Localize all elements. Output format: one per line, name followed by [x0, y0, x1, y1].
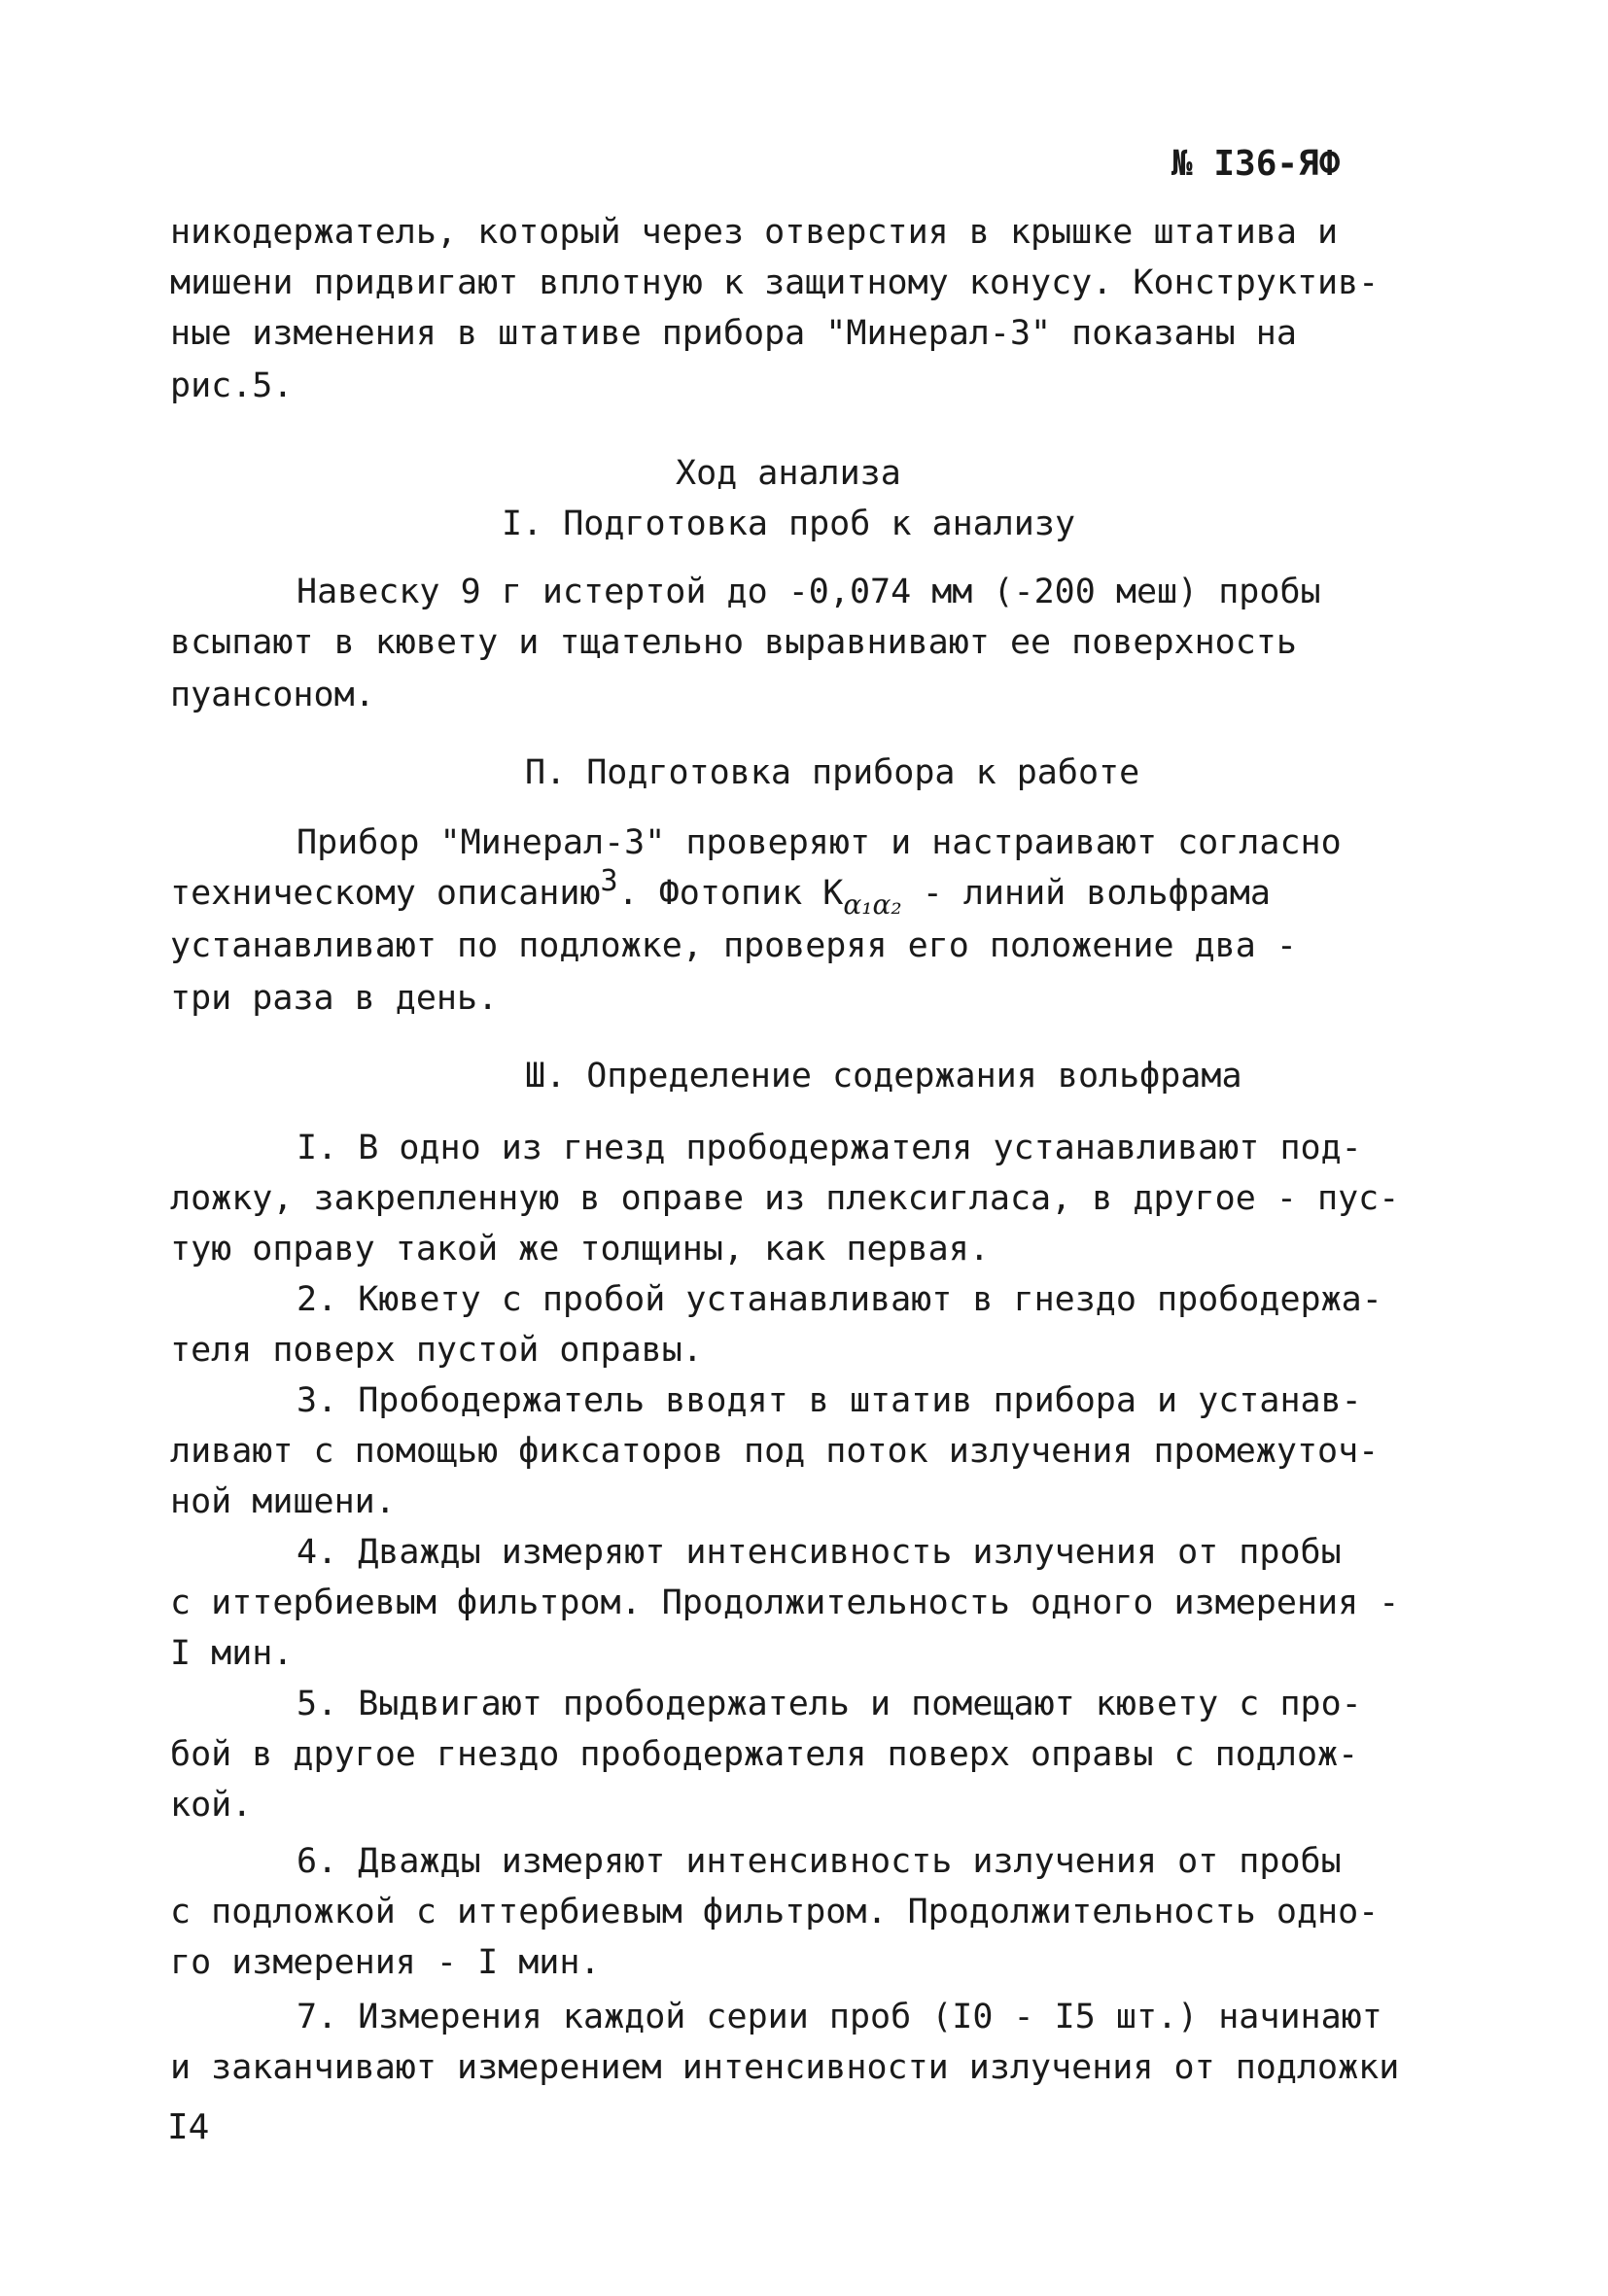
section-2-line-1: Прибор "Минерал-3" проверяют и настраивают согласно [297, 823, 1342, 862]
section-3-line-9: 4. Дважды измеряют интенсивность излучения от пробы [297, 1533, 1342, 1572]
section-2-title: П. Подготовка прибора к работе [525, 753, 1140, 792]
section-1-line-1: Навеску 9 г истертой до -0,074 мм (-200 меш) пробы [297, 573, 1321, 611]
section-3-line-12: 5. Выдвигают прободержатель и помещают кювету с про- [297, 1685, 1362, 1723]
section-2-line-2 [170, 864, 1271, 921]
section-1-line-3: пуансоном. [170, 676, 375, 714]
section-3-line-1: I. В одно из гнезд прободержателя устанавливают под- [297, 1129, 1362, 1167]
section-1-title: I. Подготовка проб к анализу [502, 504, 1076, 543]
intro-line-2: мишени придвигают вплотную к защитному конусу. Конструктив- [170, 263, 1380, 302]
section-3-line-14: кой. [170, 1786, 253, 1825]
section-3-line-19: и заканчивают измерением интенсивности излучения от подложки [170, 2048, 1400, 2087]
section-2-line-4: три раза в день. [170, 979, 499, 1018]
section-3-line-10: с иттербиевым фильтром. Продолжительность одного измерения - [170, 1583, 1400, 1622]
section-1-line-2: всыпают в кювету и тщательно выравнивают ее поверхность [170, 623, 1297, 662]
section-2-line-2-text-c: - линий вольфрама [901, 874, 1271, 913]
section-3-line-7: ливают с помощью фиксаторов под поток излучения промежуточ- [170, 1432, 1380, 1471]
document-number: № I36-ЯФ [1171, 144, 1341, 184]
alpha-subscript: α₁α₂ [843, 888, 902, 921]
section-3-line-15: 6. Дважды измеряют интенсивность излучения от пробы [297, 1842, 1342, 1881]
analysis-title: Ход анализа [676, 454, 901, 493]
section-3-line-18: 7. Измерения каждой серии проб (I0 - I5 шт.) начинают [297, 1998, 1382, 2036]
intro-line-1: никодержатель, который через отверстия в крышке штатива и [170, 213, 1339, 252]
section-3-line-6: 3. Прободержатель вводят в штатив прибора и устанав- [297, 1381, 1362, 1420]
section-3-line-16: с подложкой с иттербиевым фильтром. Продолжительность одно- [170, 1893, 1380, 1931]
section-2-line-2-text-b: . Фотопик K [617, 874, 844, 913]
section-3-line-3: тую оправу такой же толщины, как первая. [170, 1230, 990, 1269]
section-3-line-17: го измерения - I мин. [170, 1943, 601, 1982]
section-2-line-2-text-a: техническому описанию [170, 874, 601, 913]
section-3-line-4: 2. Кювету с пробой устанавливают в гнездо прободержа- [297, 1280, 1382, 1319]
section-3-line-2: ложку, закрепленную в оправе из плексигласа, в другое - пус- [170, 1179, 1400, 1218]
section-2-line-3: устанавливают по подложке, проверяя его положение два - [170, 926, 1297, 965]
section-3-line-11: I мин. [170, 1634, 294, 1673]
page-number: I4 [167, 2107, 210, 2147]
section-3-line-13: бой в другое гнездо прободержателя поверх оправы с подлож- [170, 1735, 1359, 1774]
section-3-title: Ш. Определение содержания вольфрама [525, 1057, 1242, 1096]
section-3-line-8: ной мишени. [170, 1482, 396, 1521]
section-3-line-5: теля поверх пустой оправы. [170, 1331, 703, 1370]
intro-line-4: рис.5. [170, 366, 294, 405]
intro-line-3: ные изменения в штативе прибора "Минерал-3" показаны на [170, 314, 1297, 353]
footnote-ref: 3 [600, 864, 618, 898]
